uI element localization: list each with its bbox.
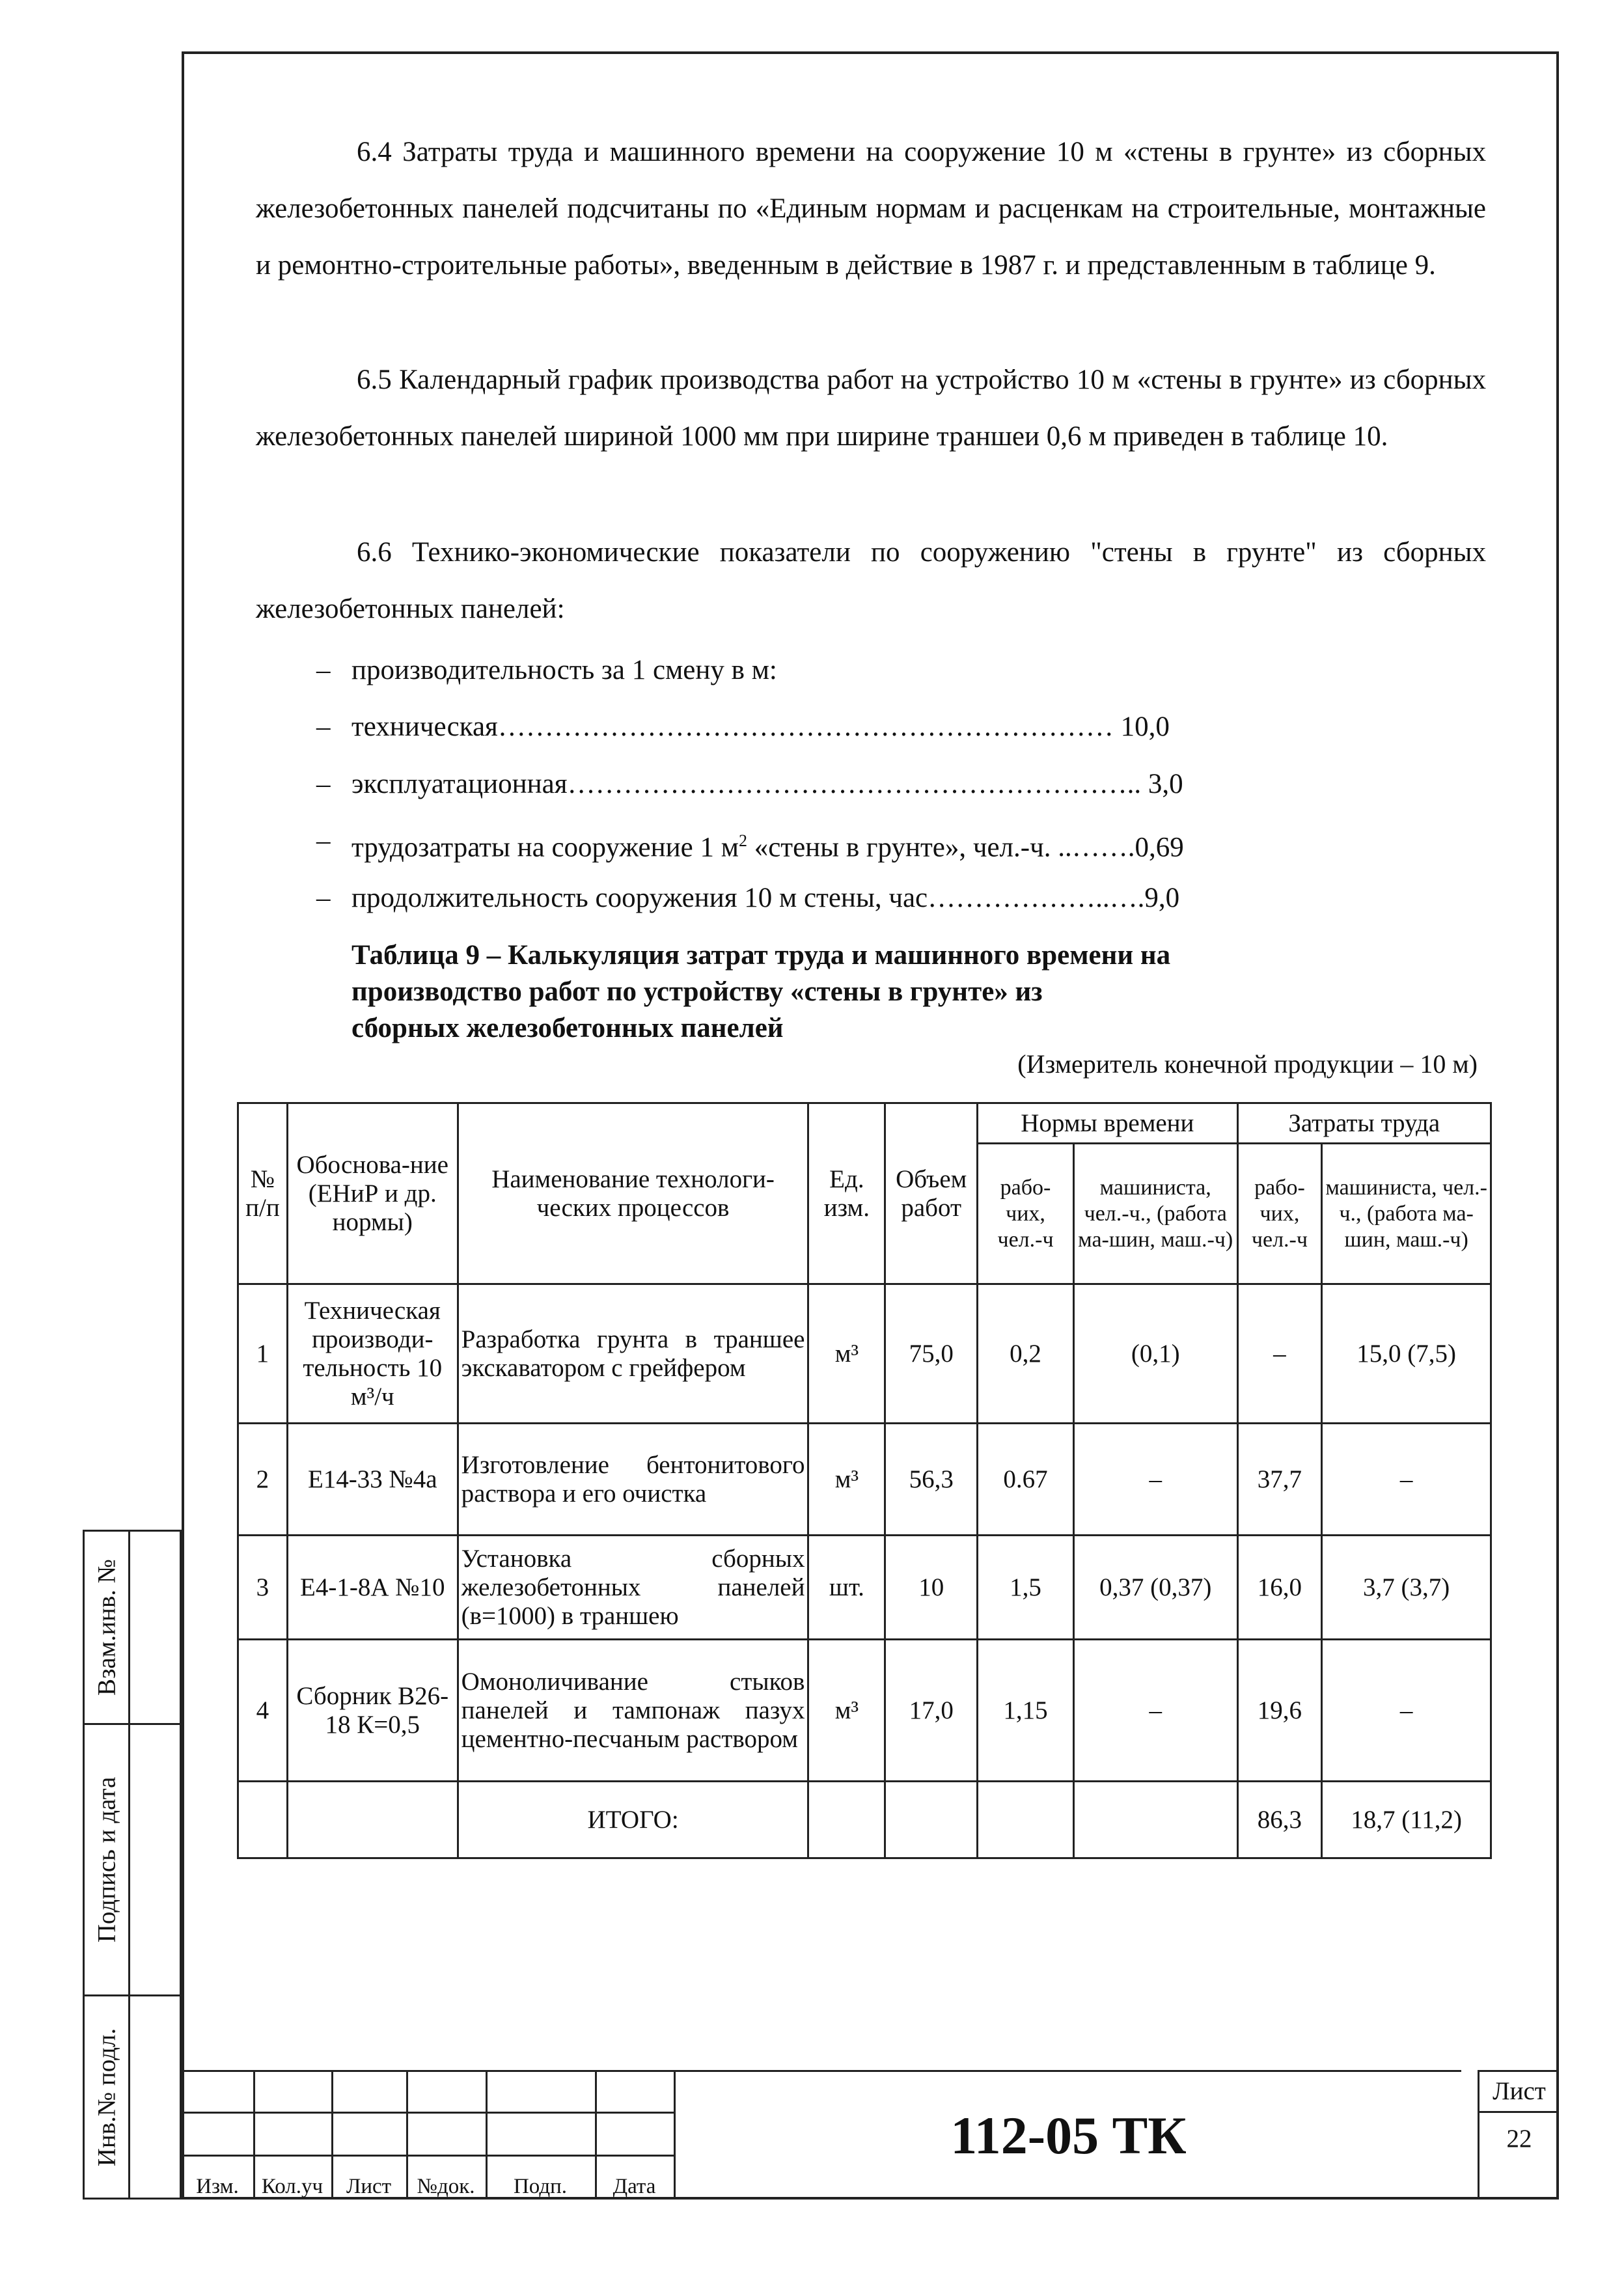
title-block-grid: [182, 2070, 674, 2200]
stamp-ndok: №док.: [417, 2175, 475, 2198]
header-norms-group: Нормы времени: [978, 1103, 1237, 1144]
calculation-table: [237, 1102, 1492, 1859]
unit-note: (Измеритель конечной продукции – 10 м): [1017, 1049, 1478, 1079]
paragraph-6-5: 6.5 Календарный график производства работ на устройство 10 м «стены в грунте» из сборных железобетонных панелей шириной 1000 мм при ширине траншеи 0,6 м приведен в таблице 10.: [256, 365, 1486, 452]
stamp-izm: Изм.: [196, 2175, 239, 2198]
table-row: 3 Е4-1-8А №10 Установка сборных железобетонных панелей (в=1000) в траншею шт. 10 1,5 0,37 (0,37) 16,0 3,7 (3,7): [238, 1536, 1491, 1640]
total-label: ИТОГО:: [458, 1782, 808, 1858]
list-item-technical: – техническая………………………………………………………… 10,0: [316, 711, 1170, 742]
total-cost-workers: 86,3: [1237, 1782, 1322, 1858]
header-volume: Объем работ: [885, 1103, 978, 1284]
side-stamp: [83, 1530, 182, 2200]
stamp-kol: Кол.уч: [261, 2175, 323, 2198]
sheet-label: Лист: [1479, 2072, 1559, 2113]
document-code: 112-05 ТК: [674, 2070, 1461, 2200]
list-item-duration: – продолжительность сооружения 10 м стены, час………………..….9,0: [316, 883, 1180, 913]
header-cost-workers: рабо-чих, чел.-ч: [1237, 1144, 1322, 1284]
table-row: 4 Сборник В26-18 К=0,5 Омоноличивание стыков панелей и тампонаж пазух цементно-песчаным раствором м³ 17,0 1,15 – 19,6 –: [238, 1640, 1491, 1782]
header-name: Наименование технологи-ческих процессов: [458, 1103, 808, 1284]
header-num: № п/п: [238, 1103, 288, 1284]
stamp-podp: Подп.: [513, 2175, 568, 2198]
list-item-labor: – трудозатраты на сооружение 1 $м^2$ «стены в грунте», чел.-ч. ..…….0,69: [316, 825, 1184, 863]
list-item-operational: – эксплуатационная…………………………………………………….. 3,0: [316, 769, 1183, 799]
title-block: [182, 2070, 1559, 2200]
header-norm-machinist: машиниста, чел.-ч., (работа ма-шин, маш.-ч): [1073, 1144, 1237, 1284]
side-cell-podpis: Подпись и дата: [83, 1723, 182, 1996]
side-cell-vzam: Взам.инв. №: [83, 1530, 182, 1725]
sheet-number: 22: [1506, 2125, 1532, 2153]
list-item-productivity: – производительность за 1 смену в м:: [316, 655, 777, 685]
table-total-row: [238, 1782, 1491, 1858]
stamp-data: Дата: [612, 2175, 656, 2198]
paragraph-6-4: 6.4 Затраты труда и машинного времени на сооружение 10 м «стены в грунте» из сборных железобетонных панелей подсчитаны по «Единым нормам и расценкам на строительные, монтажные и ремонтно-строительные работы», введенным в действие в 1987 г. и представленным в таблице 9.: [256, 137, 1486, 281]
header-cost-machinist: машиниста, чел.-ч., (работа ма-шин, маш.-ч): [1322, 1144, 1491, 1284]
paragraph-6-6: 6.6 Технико-экономические показатели по сооружению "стены в грунте" из сборных железобетонных панелей:: [256, 537, 1486, 624]
total-cost-machinist: 18,7 (11,2): [1322, 1782, 1491, 1858]
stamp-list: Лист: [346, 2175, 392, 2198]
header-unit: Ед. изм.: [808, 1103, 885, 1284]
sheet-box: [1478, 2070, 1559, 2200]
table-row: 1 Техническая производи-тельность 10 м³/ч Разработка грунта в траншее экскаватором с грейфером м³ 75,0 0,2 (0,1) – 15,0 (7,5): [238, 1284, 1491, 1424]
side-cell-inv: Инв.№ подл.: [83, 1994, 182, 2200]
table-title: Таблица 9 – Калькуляция затрат труда и машинного времени на производство работ по устройству «стены в грунте» из сборных железобетонных панелей: [351, 940, 1171, 1043]
table-row: 2 Е14-33 №4а Изготовление бентонитового раствора и его очистка м³ 56,3 0.67 – 37,7 –: [238, 1424, 1491, 1536]
table-header-row-1: [238, 1103, 1491, 1144]
header-basis: Обоснова-ние (ЕНиР и др. нормы): [287, 1103, 458, 1284]
header-costs-group: Затраты труда: [1237, 1103, 1491, 1144]
header-norm-workers: рабо-чих, чел.-ч: [978, 1144, 1074, 1284]
